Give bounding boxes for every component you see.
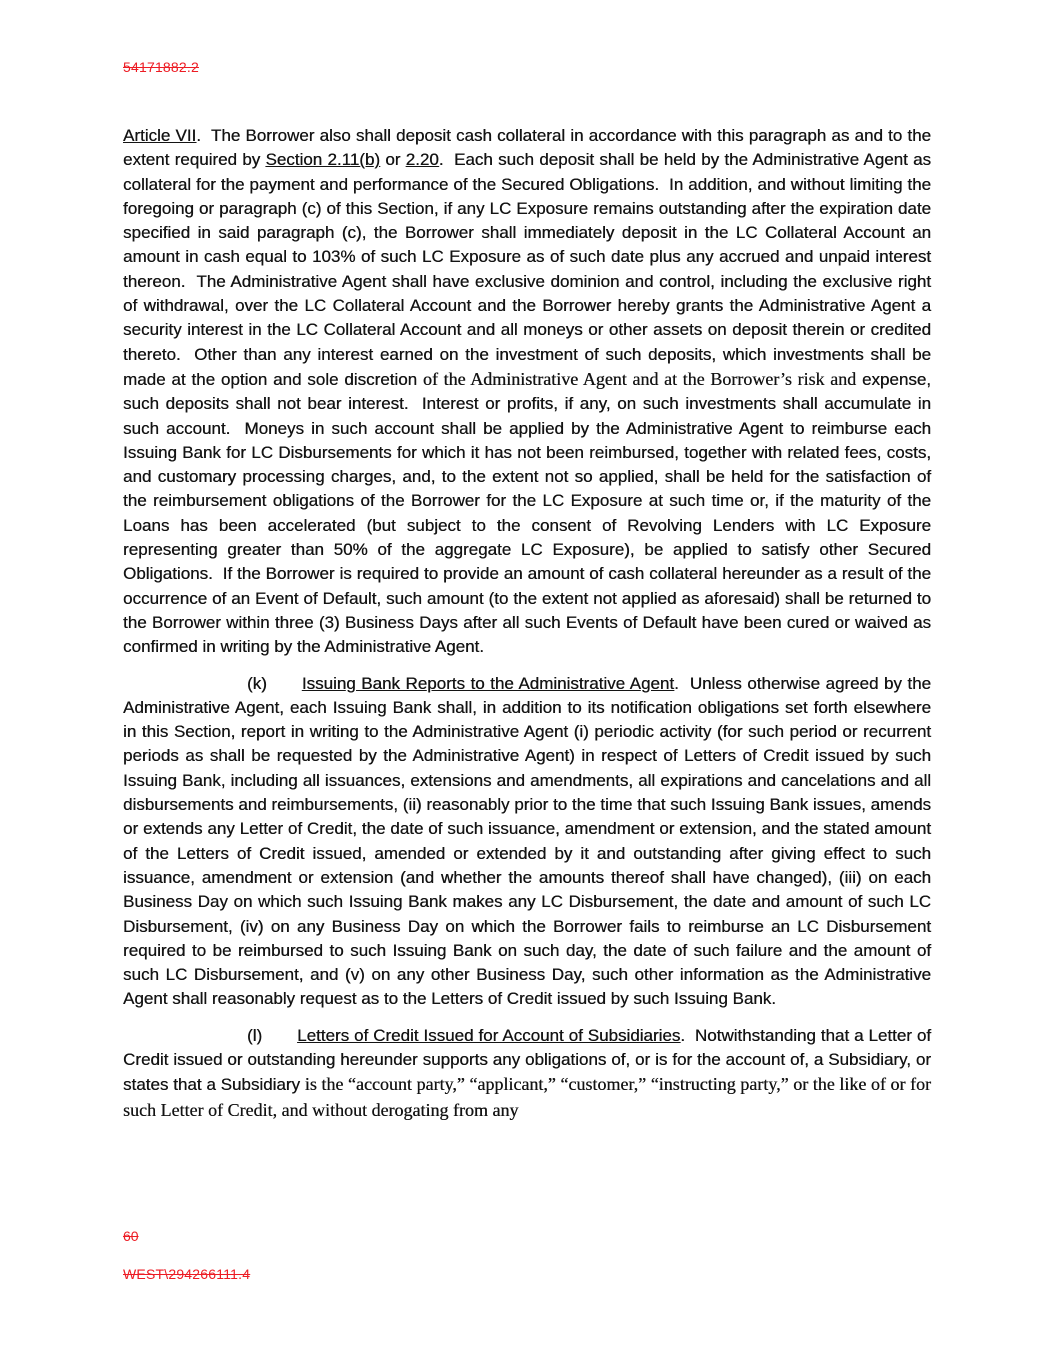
text-run: expense, such deposits shall not bear interest. Interest or profits, if any, on such investments shall accumulate in such account. Moneys in such account shall be applied by the Administrative Agent to reimburse each Issuing Bank for LC Disbursements for which it has not been reimbursed, together with related fees, costs, and customary processing charges, and, to the extent not so applied, shall be held for the satisfaction of the reimbursement obligations of the Borrower for the LC Exposure at such time or, if the maturity of the Loans has been accelerated (but subject to the consent of Revolving Lenders with LC Exposure representing greater than 50% of the aggregate LC Exposure), be applied to satisfy other Secured Obligations. If the Borrower is required to provide an amount of cash collateral hereunder as a result of the occurrence of an Event of Default, such amount (to the extent not applied as aforesaid) shall be returned to the Borrower within three (3) Business Days after all such Events of Default have been cured or waived as confirmed in writing by the Administrative Agent. <box>123 369 936 657</box>
text-run: (l) <box>247 1025 263 1045</box>
text-run: . Notwithstanding that a Letter of Credit issued or outstanding hereunder supports any obligations of, or is for the account of, a Subsidiary, or states that a Subsidiary <box>123 1025 936 1095</box>
text-run: or <box>380 150 406 170</box>
text-run: of the Administrative Agent and at the Borrower’s risk and <box>422 368 857 389</box>
text-run: Letters of Credit Issued for Account of Subsidiaries <box>297 1025 681 1045</box>
paragraph-k <box>123 672 936 1012</box>
document-body <box>123 124 936 1135</box>
text-run: Article VII <box>123 126 197 145</box>
text-run: (k) <box>247 673 267 693</box>
text-run: 2.20 <box>405 150 439 170</box>
text-run: . Each such deposit shall be held by the Administrative Agent as collateral for the payment and performance of the Secured Obligations. In addition, and without limiting the foregoing or paragraph (c) of this Section, if any LC Exposure remains outstanding after the expiration date specified in said paragraph (c), the Borrower shall immediately deposit in the LC Collateral Account an amount in cash equal to 103% of such LC Exposure as of such date plus any accrued and unpaid interest thereon. The Administrative Agent shall have exclusive dominion and control, including the exclusive right of withdrawal, over the LC Collateral Account and the Borrower hereby grants the Administrative Agent a security interest in the LC Collateral Account and all moneys or other assets on deposit therein or credited thereto. Other than any interest earned on the investment of such deposits, which investments shall be made at the option and sole discretion <box>123 150 936 389</box>
text-run: Issuing Bank Reports to the Administrative Agent <box>301 673 675 693</box>
text-run: is the “account party,” “applicant,” “customer,” “instructing party,” or the like of or for such Letter of Credit, and without derogating from any <box>123 1074 936 1120</box>
paragraph-l <box>123 1024 936 1123</box>
header-doc-number: 54171882.2 <box>123 59 199 75</box>
article-vii-paragraph <box>123 124 936 660</box>
text-run: . Unless otherwise agreed by the Administrative Agent, each Issuing Bank shall, in addition to its notification obligations set forth elsewhere in this Section, report in writing to the Administrative Agent (i) periodic activity (for such period or recurrent periods as shall be requested by the Administrative Agent) in respect of Letters of Credit issued by such Issuing Bank, including all issuances, extensions and amendments, all expirations and cancelations and all disbursements and reimbursements, (ii) reasonably prior to the time that such Issuing Bank issues, amends or extends any Letter of Credit, the date of such issuance, amendment or extension, and the stated amount of the Letters of Credit issued, amended or extended by it and outstanding after giving effect to such issuance, amendment or extension (and whether the amounts thereof shall have changed), (iii) on each Business Day on which such Issuing Bank makes any LC Disbursement, the date and amount of such LC Disbursement, (iv) on any Business Day on which the Borrower fails to reimburse an LC Disbursement required to be reimbursed to such Issuing Bank on such day, the date of such failure and the amount of such LC Disbursement, and (v) on any other Business Day, such other information as the Administrative Agent shall reasonably request as to the Letters of Credit issued by such Issuing Bank. <box>123 673 936 1009</box>
text-run: . The Borrower also shall deposit cash collateral in accordance with this paragraph as and to the extent required by <box>123 126 936 170</box>
text-run: Section 2.11(b) <box>265 150 381 170</box>
footer-page-number: 60 <box>123 1228 139 1244</box>
footer-doc-id: WEST\294266111.4 <box>123 1266 251 1282</box>
